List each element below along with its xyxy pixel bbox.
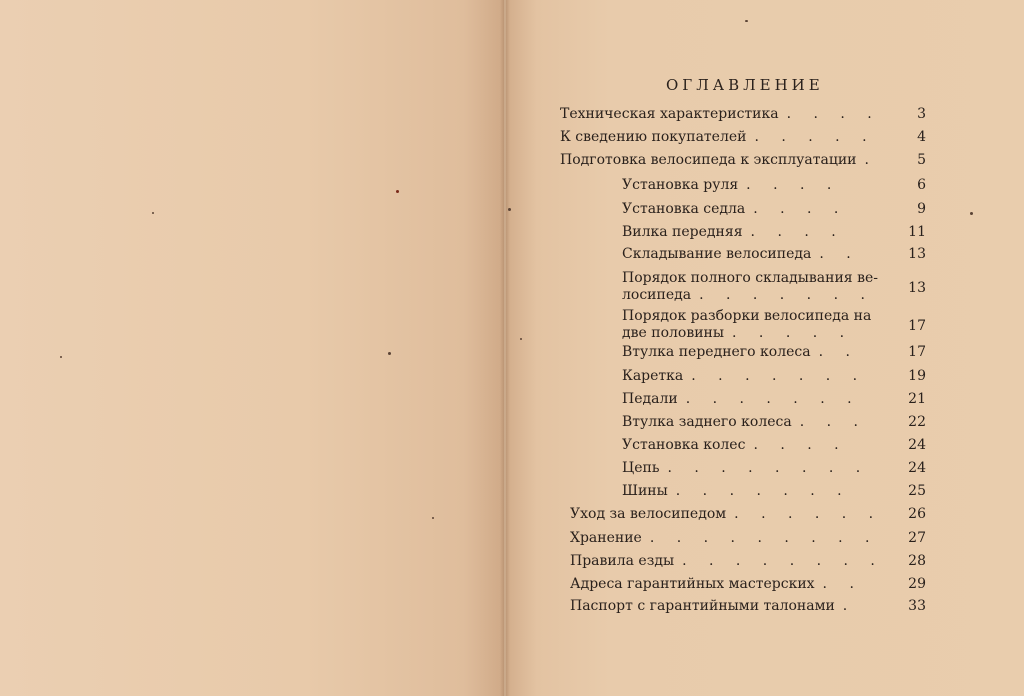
toc-entry-page: 25 bbox=[908, 483, 926, 499]
toc-entry-page: 3 bbox=[917, 106, 926, 122]
toc-leader-dots: . . . . . . . . . bbox=[649, 530, 879, 546]
toc-leader-dots: . . . . bbox=[753, 201, 848, 217]
toc-entry-label: Установка руля bbox=[622, 177, 739, 193]
toc-entry bbox=[560, 270, 930, 304]
paper-speck bbox=[508, 208, 511, 211]
toc-entry bbox=[560, 106, 930, 123]
toc-entry-page: 13 bbox=[908, 280, 926, 296]
toc-leader-dots: . bbox=[842, 598, 857, 614]
toc-entry bbox=[560, 598, 930, 615]
paper-speck bbox=[745, 20, 748, 22]
toc-entry-page: 17 bbox=[908, 344, 926, 360]
toc-leader-dots: . . . . . . . . bbox=[682, 553, 884, 569]
toc-entry bbox=[560, 391, 930, 408]
toc-leader-dots: . . bbox=[822, 576, 863, 592]
toc-entry-page: 19 bbox=[908, 368, 926, 384]
toc-entry bbox=[560, 460, 930, 477]
toc-entry-label: Вилка передняя bbox=[622, 224, 743, 240]
toc-entry-label: Установка седла bbox=[622, 201, 746, 217]
toc-entry-page: 9 bbox=[917, 201, 926, 217]
toc-entry-page: 29 bbox=[908, 576, 926, 592]
toc-entry bbox=[560, 576, 930, 593]
toc-leader-dots: . . . . bbox=[786, 106, 881, 122]
toc-entry bbox=[560, 308, 930, 342]
paper-speck bbox=[432, 517, 434, 519]
toc-entry-label: Втулка заднего колеса bbox=[622, 414, 792, 430]
toc-leader-dots: . . . . . bbox=[754, 129, 876, 145]
toc-entry-page: 17 bbox=[908, 318, 926, 334]
toc-entry bbox=[560, 530, 930, 547]
toc-entry bbox=[560, 224, 930, 241]
toc-entry-label: Порядок полного складывания ве- bbox=[622, 270, 878, 286]
paper-speck bbox=[388, 352, 391, 355]
toc-entry bbox=[560, 344, 930, 361]
toc-entry bbox=[560, 368, 930, 385]
toc-entry-page: 4 bbox=[917, 129, 926, 145]
toc-entry-label: Правила езды bbox=[570, 553, 675, 569]
toc-entry bbox=[560, 177, 930, 194]
toc-entry bbox=[560, 553, 930, 570]
toc-leader-dots: . . . bbox=[799, 414, 867, 430]
toc-entry-page: 13 bbox=[908, 246, 926, 262]
toc-leader-dots: . . . . bbox=[750, 224, 845, 240]
toc-entry-page: 27 bbox=[908, 530, 926, 546]
toc-entry-page: 24 bbox=[908, 437, 926, 453]
toc-entry-page: 26 bbox=[908, 506, 926, 522]
toc-entry-label-continued: лосипеда bbox=[622, 287, 692, 303]
toc-entry-label: Уход за велосипедом bbox=[570, 506, 727, 522]
toc-entry-label-continued: две половины bbox=[622, 325, 725, 341]
toc-leader-dots: . . . . . . . bbox=[691, 368, 867, 384]
toc-entry-page: 28 bbox=[908, 553, 926, 569]
left-page bbox=[0, 0, 504, 696]
toc-entry bbox=[560, 414, 930, 431]
paper-speck bbox=[396, 190, 399, 193]
toc-entry bbox=[560, 437, 930, 454]
toc-entry bbox=[560, 246, 930, 263]
toc-entry-label: Паспорт с гарантийными талонами bbox=[570, 598, 835, 614]
toc-entry-label: Подготовка велосипеда к эксплуатации bbox=[560, 152, 857, 168]
toc-entry bbox=[560, 506, 930, 523]
toc-leader-dots: . . bbox=[818, 344, 859, 360]
toc-entry-label: Шины bbox=[622, 483, 668, 499]
toc-entry-page: 6 bbox=[917, 177, 926, 193]
toc-entry-label: Порядок разборки велосипеда на bbox=[622, 308, 872, 324]
page-title: ОГЛАВЛЕНИЕ bbox=[666, 76, 824, 94]
paper-speck bbox=[152, 212, 154, 214]
toc-entry-label: Цепь bbox=[622, 460, 660, 476]
toc-entry-label: Адреса гарантийных мастерских bbox=[570, 576, 815, 592]
toc-entry-label: Втулка переднего колеса bbox=[622, 344, 811, 360]
toc-entry-label: Каретка bbox=[622, 368, 684, 384]
toc-entry bbox=[560, 129, 930, 146]
toc-entry bbox=[560, 483, 930, 500]
toc-leader-dots: . bbox=[864, 152, 878, 168]
toc-entry-page: 5 bbox=[917, 152, 926, 168]
toc-entry bbox=[560, 201, 930, 218]
toc-leader-dots: . . . . . . bbox=[734, 506, 883, 522]
toc-entry-page: 22 bbox=[908, 414, 926, 430]
toc-entry-label: Складывание велосипеда bbox=[622, 246, 812, 262]
toc-leader-dots: . . . . . bbox=[732, 325, 854, 341]
toc-leader-dots: . . . . . . . . bbox=[667, 460, 870, 476]
toc-entry-page: 33 bbox=[908, 598, 926, 614]
toc-entry bbox=[560, 152, 930, 169]
toc-entry-label: К сведению покупателей bbox=[560, 129, 747, 145]
toc-entry-page: 24 bbox=[908, 460, 926, 476]
toc-entry-page: 21 bbox=[908, 391, 926, 407]
toc-entry-label: Техническая характеристика bbox=[560, 106, 779, 122]
toc-entry-page: 11 bbox=[908, 224, 926, 240]
toc-entry-label: Хранение bbox=[570, 530, 642, 546]
toc-leader-dots: . . . . . . . bbox=[699, 287, 874, 303]
paper-speck bbox=[60, 356, 62, 358]
toc-leader-dots: . . . . bbox=[746, 177, 841, 193]
paper-speck bbox=[970, 212, 973, 215]
toc-leader-dots: . . . . . . . bbox=[675, 483, 851, 499]
toc-entry-label: Педали bbox=[622, 391, 678, 407]
toc-leader-dots: . . . . . . . bbox=[685, 391, 861, 407]
toc-entry-label: Установка колес bbox=[622, 437, 746, 453]
page-gutter bbox=[500, 0, 510, 696]
toc-leader-dots: . . . . bbox=[753, 437, 848, 453]
paper-speck bbox=[520, 338, 522, 340]
toc-leader-dots: . . bbox=[819, 246, 860, 262]
